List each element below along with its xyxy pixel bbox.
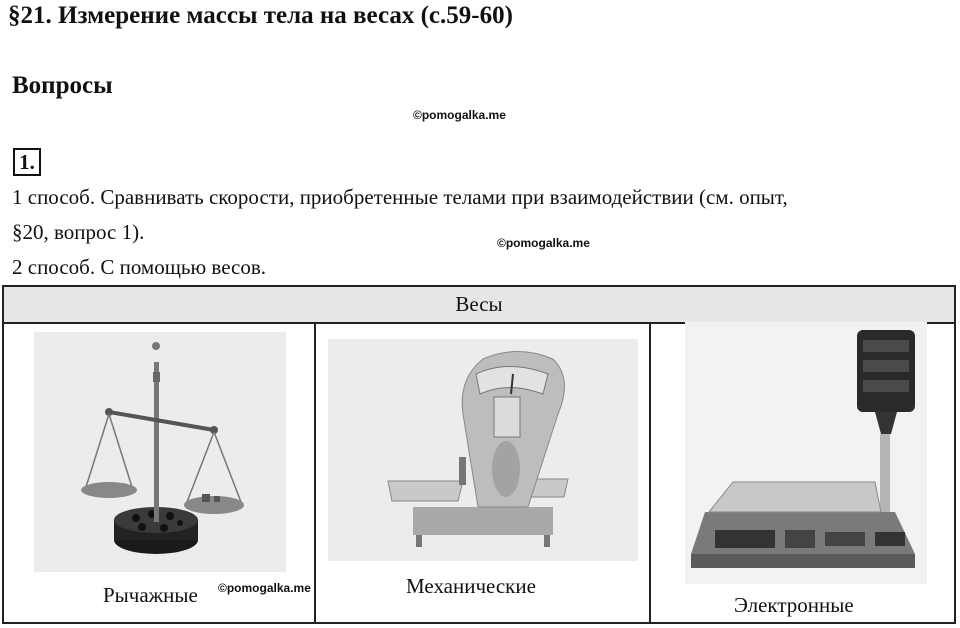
- mechanical-scale-icon: [328, 339, 638, 561]
- watermark: ©pomogalka.me: [218, 581, 311, 595]
- answer-line-3: 2 способ. С помощью весов.: [12, 255, 267, 279]
- section-heading: Вопросы: [12, 72, 113, 99]
- table-header: Весы: [4, 287, 954, 324]
- page-title: §21. Измерение массы тела на весах (с.59-60): [8, 2, 513, 29]
- caption-mechanical: Механические: [406, 574, 536, 598]
- caption-electronic: Электронные: [734, 593, 854, 617]
- electronic-scale-icon: [685, 322, 927, 584]
- question-number: 1.: [13, 148, 41, 176]
- mechanical-scale-image: [328, 339, 638, 561]
- answer-line-2: §20, вопрос 1).: [12, 220, 145, 244]
- column-divider: [314, 324, 316, 624]
- watermark: ©pomogalka.me: [497, 236, 590, 250]
- caption-lever: Рычажные: [103, 583, 198, 607]
- electronic-scale-image: [685, 322, 927, 584]
- lever-scale-icon: [34, 332, 286, 572]
- scales-table: [2, 285, 956, 624]
- watermark: ©pomogalka.me: [413, 108, 506, 122]
- column-divider: [649, 324, 651, 624]
- answer-line-1: 1 способ. Сравнивать скорости, приобретенные телами при взаимодействии (см. опыт,: [12, 185, 788, 209]
- lever-scale-image: [34, 332, 286, 572]
